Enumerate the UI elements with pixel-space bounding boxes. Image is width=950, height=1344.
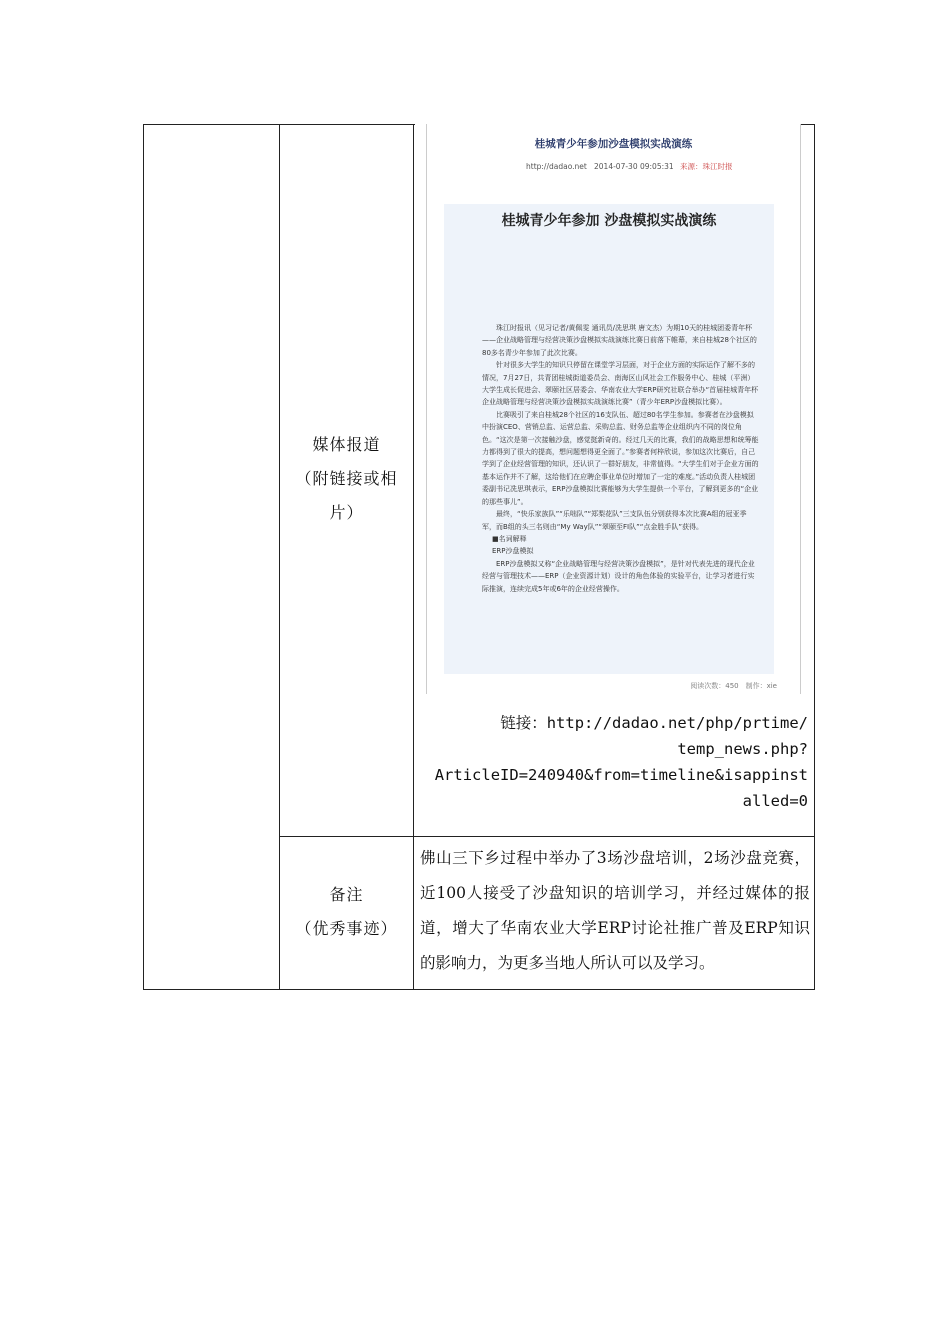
screenshot-edge-right bbox=[800, 124, 801, 694]
row-divider bbox=[279, 836, 815, 837]
media-label-line2: （附链接或相 bbox=[295, 469, 398, 488]
media-label-line1: 媒体报道 bbox=[312, 435, 381, 454]
meta-time: 2014-07-30 09:05:31 bbox=[594, 162, 674, 171]
article-heading: 桂城青少年参加 沙盘模拟实战演练 bbox=[501, 213, 717, 229]
remark-text: 佛山三下乡过程中举办了3场沙盘培训，2场沙盘竞赛，近100人接受了沙盘知识的培训学习，并经过媒体的报道，增大了华南农业大学ERP讨论社推广普及ERP知识的影响力，为更多当地人所认可以及学习。 bbox=[420, 849, 810, 972]
article-paragraph: ERP沙盘模拟又称“企业战略管理与经营决策沙盘模拟”，是针对代表先进的现代企业经营与管理技术——ERP（企业资源计划）设计的角色体验的实验平台，让学习者进行实际推演，连续完成5年或6年的企业经营操作。 bbox=[482, 559, 755, 593]
article-paragraph: ■名词解释 bbox=[492, 534, 527, 543]
screenshot-title: 桂城青少年参加沙盘模拟实战演练 bbox=[534, 138, 693, 150]
remark-label-line2: （优秀事迹） bbox=[295, 919, 398, 938]
screenshot-footer: 阅读次数：450 制作：xie bbox=[690, 682, 777, 690]
news-screenshot bbox=[426, 124, 801, 694]
article-link[interactable] bbox=[420, 710, 808, 814]
link-line3[interactable]: ArticleID=240940&from=timeline&isappinst bbox=[434, 766, 808, 784]
table-divider-1 bbox=[279, 124, 280, 990]
meta-source: 来源：珠江时报 bbox=[680, 162, 733, 171]
table-border-bottom bbox=[143, 989, 815, 990]
screenshot-meta bbox=[526, 161, 756, 172]
screenshot-edge-left bbox=[426, 124, 427, 694]
article-panel bbox=[444, 204, 774, 674]
article-paragraph: 比赛吸引了来自桂城28个社区的16支队伍、超过80名学生参加。参赛者在沙盘模拟中扮演CEO、营销总监、运营总监、采购总监、财务总监等企业组织内不同的岗位角色。“这次是第一次接触沙盘，感觉挺新奇的。经过几天的比赛，我们的战略思想和统筹能力都得到了很大的提高，想问题想得更全面了。”参赛者何梓欣说，参加这次比赛后，自己学到了企业经营管理的知识，还认识了一群好朋友，非常值得。“大学生们对于企业方面的基本运作并不了解，这给他们在应聘企事业单位时增加了一定的难度。”活动负责人桂城团委副书记冼思琪表示，ERP沙盘模拟比赛能够为大学生提供一个平台，了解到更多的“企业的那些事儿”。 bbox=[482, 410, 759, 506]
article-body bbox=[482, 322, 760, 595]
table-border-top-right bbox=[800, 124, 815, 125]
link-line1[interactable]: 链接：http://dadao.net/php/prtime/ bbox=[500, 714, 808, 732]
media-report-label bbox=[280, 428, 413, 530]
link-line2[interactable]: temp_news.php? bbox=[677, 740, 808, 758]
link-line4[interactable]: alled=0 bbox=[742, 792, 808, 810]
article-paragraph: ERP沙盘模拟 bbox=[492, 547, 534, 556]
article-paragraph: 针对很多大学生的知识只停留在课堂学习层面，对于企业方面的实际运作了解不多的情况，7月27日，共青团桂城街道委员会、南海区山风社会工作服务中心、桂城（平洲）大学生成长促进会、翠颐社区居委会、华南农业大学ERP研究社联合举办“首届桂城青年杯企业战略管理与经营决策沙盘模拟实战演练比赛”（青少年ERP沙盘模拟比赛）。 bbox=[482, 361, 759, 407]
table-border-left bbox=[143, 124, 144, 990]
table-border-top-mid bbox=[279, 124, 415, 125]
article-paragraph: 最终，“快乐家族队”“乐咄队”“郑梨花队”三支队伍分别获得本次比赛A组的冠亚季军，而B组的头三名则由“My Way队”“翠颐至FI队”“点金胜手队”获得。 bbox=[482, 510, 747, 531]
table-divider-2 bbox=[413, 124, 414, 990]
meta-site: http://dadao.net bbox=[526, 162, 587, 171]
table-border-right bbox=[814, 124, 815, 990]
article-paragraph: 珠江时报讯（见习记者/黄佩雯 通讯员/冼思琪 唐文杰）为期10天的桂城团委青年杯——企业战略管理与经营决策沙盘模拟实战演练比赛日前落下帷幕，来自桂城28个社区的80多名青少年参加了此次比赛。 bbox=[482, 324, 757, 357]
media-label-line3: 片） bbox=[329, 503, 364, 522]
table-border-top-left bbox=[143, 124, 280, 125]
remark-label-line1: 备注 bbox=[329, 885, 364, 904]
remark-label bbox=[280, 878, 413, 946]
